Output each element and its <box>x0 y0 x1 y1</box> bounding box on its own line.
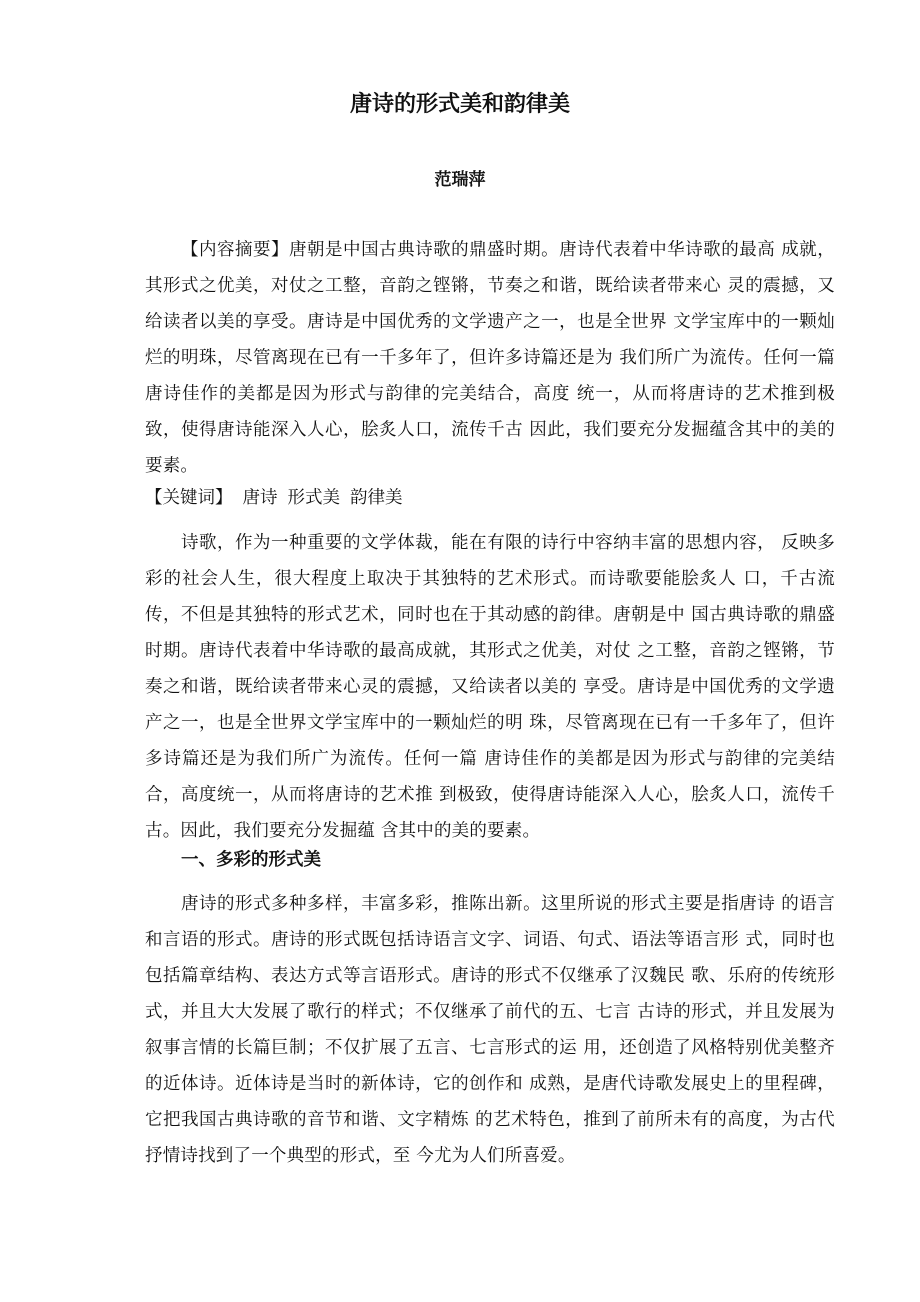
section-heading: 一、多彩的形式美 <box>181 850 321 870</box>
keywords-label: 【关键词】 <box>145 488 233 508</box>
intro-paragraph: 诗歌，作为一种重要的文学体裁，能在有限的诗行中容纳丰富的思想内容， 反映多彩的社会人生，很大程度上取决于其独特的艺术形式。而诗歌要能脍炙人 口，千古流传，不但是其独特的形式艺术，同时也在于其动感的韵律。唐朝是中 国古典诗歌的鼎盛时期。唐诗代表着中华诗歌的最高成就，其形式之优美，对仗 之工整，音韵之铿锵，节奏之和谐，既给读者带来心灵的震撼，又给读者以美的 享受。唐诗是中国优秀的文学遗产之一，也是全世界文学宝库中的一颗灿烂的明 珠，尽管离现在已有一千多年了，但许多诗篇还是为我们所广为流传。任何一篇 唐诗佳作的美都是因为形式与韵律的完美结合，高度统一，从而将唐诗的艺术推 到极致，使得唐诗能深入人心，脍炙人口，流传千古。因此，我们要充分发掘蕴 含其中的美的要素。 <box>145 533 835 841</box>
section-body-paragraph: 唐诗的形式多种多样，丰富多彩，推陈出新。这里所说的形式主要是指唐诗 的语言和言语的形式。唐诗的形式既包括诗语言文字、词语、句式、语法等语言形 式，同时也包括篇章结构、表达方式等言语形式。唐诗的形式不仅继承了汉魏民 歌、乐府的传统形式，并且大大发展了歌行的样式；不仅继承了前代的五、七言 古诗的形式，并且发展为叙事言情的长篇巨制；不仅扩展了五言、七言形式的运 用，还创造了风格特别优美整齐的近体诗。近体诗是当时的新体诗，它的创作和 成熟，是唐代诗歌发展史上的里程碑，它把我国古典诗歌的音节和谐、文字精炼 的艺术特色，推到了前所未有的高度，为古代抒情诗找到了一个典型的形式，至 今尤为人们所喜爱。 <box>145 894 835 1166</box>
keywords-line <box>145 480 835 516</box>
keyword-item: 形式美 <box>287 488 340 508</box>
document-title: 唐诗的形式美和韵律美 <box>349 92 570 117</box>
keyword-item: 唐诗 <box>242 488 278 508</box>
author-name: 范瑞萍 <box>434 170 486 190</box>
keyword-item: 韵律美 <box>350 488 403 508</box>
abstract-paragraph: 【内容摘要】唐朝是中国古典诗歌的鼎盛时期。唐诗代表着中华诗歌的最高 成就，其形式之优美，对仗之工整，音韵之铿锵，节奏之和谐，既给读者带来心 灵的震撼，又给读者以美的享受。唐诗是中国优秀的文学遗产之一，也是全世界 文学宝库中的一颗灿烂的明珠，尽管离现在已有一千多年了，但许多诗篇还是为 我们所广为流传。任何一篇唐诗佳作的美都是因为形式与韵律的完美结合，高度 统一，从而将唐诗的艺术推到极致，使得唐诗能深入人心，脍炙人口，流传千古 因此，我们要充分发掘蕴含其中的美的要素。 <box>145 240 835 476</box>
